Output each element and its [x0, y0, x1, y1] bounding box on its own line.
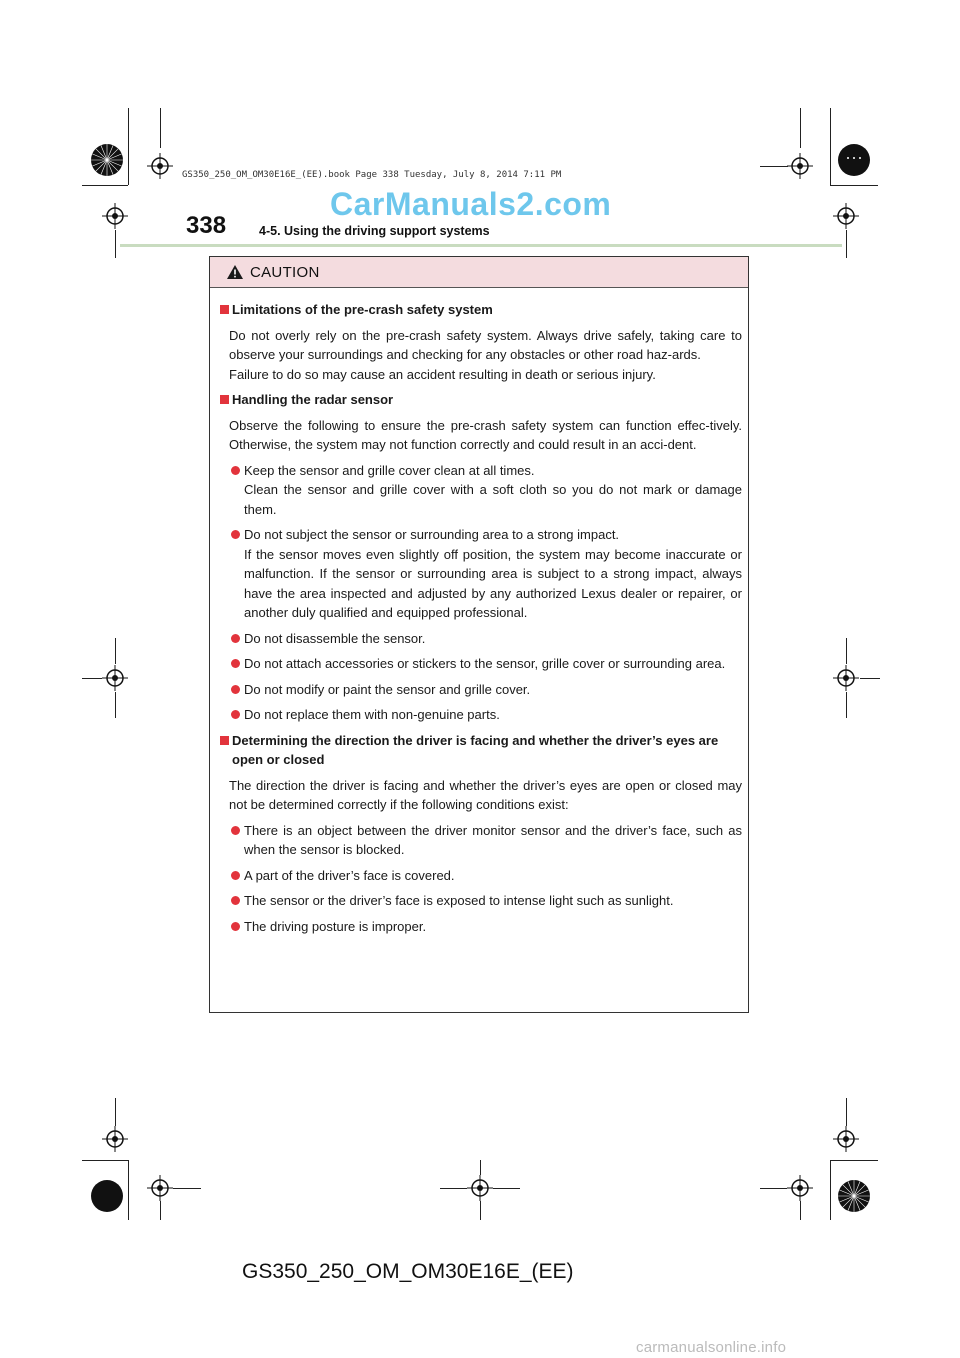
- crop-line: [846, 692, 847, 718]
- list-item: Do not modify or paint the sensor and grille cover.: [220, 680, 742, 700]
- crop-line: [830, 108, 831, 185]
- sunburst-mark-bottom-right: [836, 1178, 872, 1214]
- header-rule: [120, 244, 842, 247]
- crop-line: [800, 108, 801, 148]
- square-bullet-icon: [220, 395, 229, 404]
- round-bullet-icon: [231, 826, 240, 835]
- crosshair-mark: [147, 1175, 173, 1201]
- round-bullet-icon: [231, 530, 240, 539]
- round-bullet-icon: [231, 685, 240, 694]
- crop-line: [82, 185, 128, 186]
- sunburst-mark-top-left: [89, 142, 125, 178]
- list-item: Do not attach accessories or stickers to the sensor, grille cover or surrounding area.: [220, 654, 742, 674]
- solid-mark-bottom-left: [89, 1178, 125, 1214]
- watermark-logo: CarManuals2.com: [330, 186, 612, 222]
- crosshair-mark: [787, 1175, 813, 1201]
- crop-line: [846, 1098, 847, 1126]
- section-title: 4-5. Using the driving support systems: [259, 224, 490, 238]
- crop-line: [493, 1188, 520, 1189]
- crop-line: [830, 1160, 831, 1220]
- crosshair-mark: [102, 665, 128, 691]
- crop-line: [160, 108, 161, 148]
- caution-header: [210, 257, 748, 288]
- crosshair-mark: [147, 153, 173, 179]
- crop-line: [846, 638, 847, 664]
- round-bullet-icon: [231, 710, 240, 719]
- section-heading: Limitations of the pre-crash safety system: [220, 300, 742, 320]
- round-bullet-icon: [231, 466, 240, 475]
- crop-line: [800, 1201, 801, 1220]
- crop-line: [82, 678, 102, 679]
- crop-line: [115, 230, 116, 258]
- list-item: The driving posture is improper.: [220, 917, 742, 937]
- crosshair-mark: [102, 1126, 128, 1152]
- caution-label: CAUTION: [250, 263, 320, 281]
- section-heading: Handling the radar sensor: [220, 390, 742, 410]
- crop-line: [82, 1160, 128, 1161]
- crosshair-mark: [787, 153, 813, 179]
- solid-mark-top-right: [836, 142, 872, 178]
- crop-line: [760, 1188, 787, 1189]
- crop-line: [115, 638, 116, 664]
- crop-line: [115, 1098, 116, 1126]
- list-item: Do not subject the sensor or surrounding area to a strong impact. If the sensor moves even slightly off position, the system may become inaccurate or malfunction. If the sensor or surrounding area is subject to a strong impact, always have the area inspected and adjusted by any authorized Lexus dealer or repairer, or another duly qualified and equipped professional.: [220, 525, 742, 623]
- warning-triangle-icon: [226, 264, 244, 280]
- crop-line: [830, 1160, 878, 1161]
- section-body: Observe the following to ensure the pre-crash safety system can function effec-tively. Otherwise, the system may not function correctly and could result in an acci-dent.: [229, 417, 742, 452]
- crosshair-mark: [102, 203, 128, 229]
- crop-line: [440, 1188, 467, 1189]
- round-bullet-icon: [231, 634, 240, 643]
- section-body: The direction the driver is facing and whether the driver’s eyes are open or closed may not be determined correctly if the following conditions exist:: [229, 777, 742, 812]
- square-bullet-icon: [220, 736, 229, 745]
- caution-box: [209, 256, 749, 1013]
- book-file-info: GS350_250_OM_OM30E16E_(EE).book Page 338 Tuesday, July 8, 2014 7:11 PM: [182, 170, 562, 180]
- list-item: A part of the driver’s face is covered.: [220, 866, 742, 886]
- crosshair-mark: [833, 1126, 859, 1152]
- crop-line: [846, 230, 847, 258]
- round-bullet-icon: [231, 659, 240, 668]
- square-bullet-icon: [220, 305, 229, 314]
- caution-content: [210, 288, 748, 936]
- list-item: The sensor or the driver’s face is exposed to intense light such as sunlight.: [220, 891, 742, 911]
- crop-line: [860, 678, 880, 679]
- list-item: Do not disassemble the sensor.: [220, 629, 742, 649]
- crop-line: [128, 1160, 129, 1220]
- page-number: 338: [186, 212, 227, 239]
- crop-line: [128, 108, 129, 185]
- crop-line: [173, 1188, 201, 1189]
- list-item: There is an object between the driver monitor sensor and the driver’s face, such as when the sensor is blocked.: [220, 821, 742, 860]
- crop-line: [830, 185, 878, 186]
- crosshair-mark: [833, 203, 859, 229]
- section-body: Do not overly rely on the pre-crash safety system. Always drive safely, taking care to observe your surroundings and checking for any obstacles or other road haz-ards. Failure to do so may cause an accident resulting in death or serious injury.: [229, 327, 742, 382]
- crop-line: [160, 1201, 161, 1220]
- list-item: Do not replace them with non-genuine parts.: [220, 705, 742, 725]
- round-bullet-icon: [231, 922, 240, 931]
- crop-line: [760, 166, 788, 167]
- round-bullet-icon: [231, 896, 240, 905]
- crop-line: [480, 1201, 481, 1220]
- model-code: GS350_250_OM_OM30E16E_(EE): [242, 1260, 574, 1283]
- round-bullet-icon: [231, 871, 240, 880]
- crosshair-mark: [467, 1175, 493, 1201]
- list-item: Keep the sensor and grille cover clean at all times. Clean the sensor and grille cover with a soft cloth so you do not mark or damage them.: [220, 461, 742, 520]
- section-heading: Determining the direction the driver is facing and whether the driver’s eyes are open or closed: [220, 731, 742, 770]
- crop-line: [480, 1160, 481, 1175]
- crosshair-mark: [833, 665, 859, 691]
- site-watermark: carmanualsonline.info: [636, 1339, 787, 1356]
- crop-line: [115, 692, 116, 718]
